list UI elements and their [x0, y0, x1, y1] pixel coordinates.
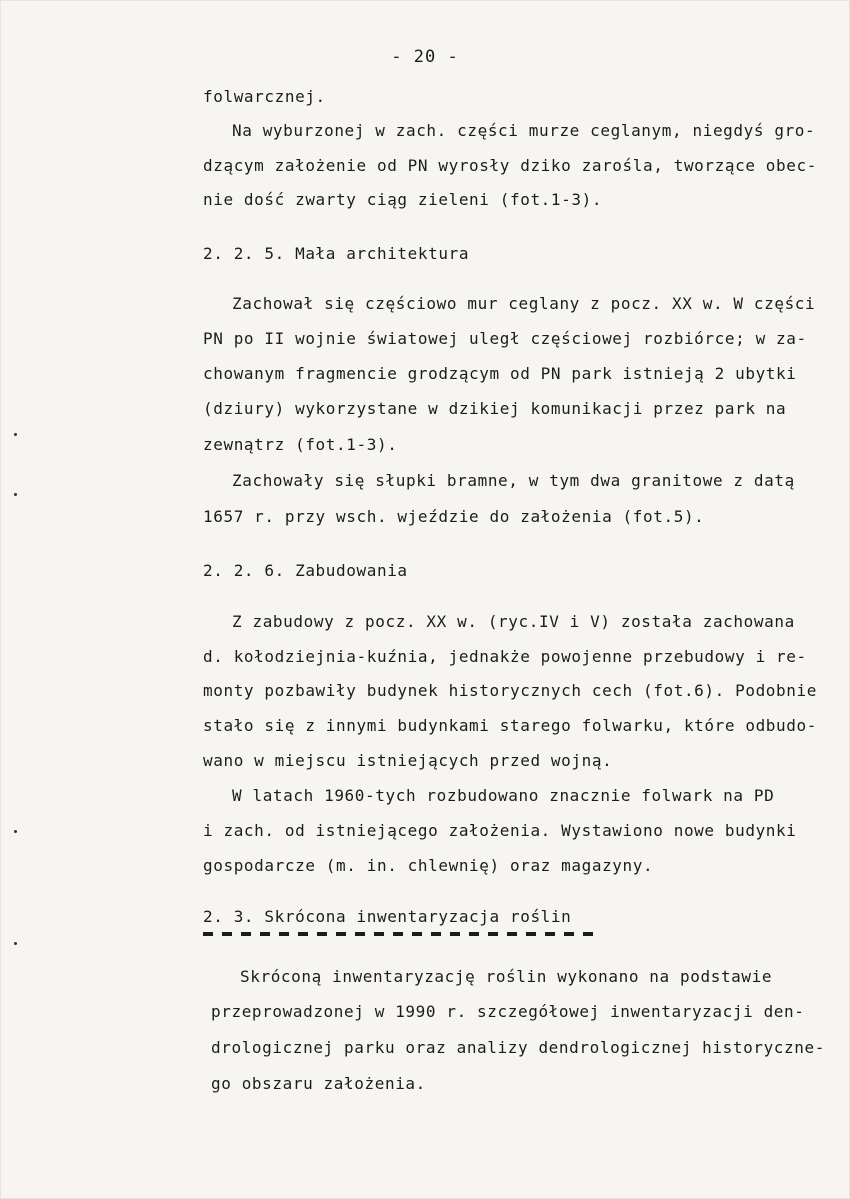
text-line: Skróconą inwentaryzację roślin wykonano na podstawie	[240, 967, 773, 986]
margin-mark	[14, 493, 17, 496]
text-line: nie dość zwarty ciąg zieleni (fot.1-3).	[203, 190, 603, 209]
text-line: drologicznej parku oraz analizy dendrologicznej historyczne-	[211, 1038, 825, 1057]
text-line: chowanym fragmencie grodzącym od PN park istnieją 2 ubytki	[203, 364, 797, 383]
page-number: - 20 -	[391, 47, 459, 67]
text-line: 1657 r. przy wsch. wjeździe do założenia (fot.5).	[203, 507, 705, 526]
text-line: Zachowały się słupki bramne, w tym dwa granitowe z datą	[232, 471, 795, 490]
section-heading-2-2-5: 2. 2. 5. Mała architektura	[203, 244, 470, 263]
text-line: go obszaru założenia.	[211, 1074, 426, 1093]
section-heading-2-2-6: 2. 2. 6. Zabudowania	[203, 561, 408, 580]
text-line: d. kołodziejnia-kuźnia, jednakże powojenne przebudowy i re-	[203, 647, 807, 666]
text-line: gospodarcze (m. in. chlewnię) oraz magazyny.	[203, 856, 654, 875]
text-line: wano w miejscu istniejących przed wojną.	[203, 751, 613, 770]
text-line: W latach 1960-tych rozbudowano znacznie folwark na PD	[232, 786, 775, 805]
text-line: Zachował się częściowo mur ceglany z pocz. XX w. W części	[232, 294, 816, 313]
text-line: Na wyburzonej w zach. części murze ceglanym, niegdyś gro-	[232, 121, 816, 140]
text-line: zewnątrz (fot.1-3).	[203, 435, 398, 454]
text-line: Z zabudowy z pocz. XX w. (ryc.IV i V) została zachowana	[232, 612, 795, 631]
text-line: stało się z innymi budynkami starego folwarku, które odbudo-	[203, 716, 817, 735]
text-line: folwarcznej.	[203, 87, 326, 106]
margin-mark	[14, 433, 17, 436]
text-line: dzącym założenie od PN wyrosły dziko zarośla, tworzące obec-	[203, 156, 817, 175]
margin-mark	[14, 830, 17, 833]
heading-dashed-underline	[203, 932, 595, 936]
text-line: (dziury) wykorzystane w dzikiej komunikacji przez park na	[203, 399, 787, 418]
text-line: przeprowadzonej w 1990 r. szczegółowej inwentaryzacji den-	[211, 1002, 805, 1021]
text-line: monty pozbawiły budynek historycznych cech (fot.6). Podobnie	[203, 681, 817, 700]
margin-mark	[14, 942, 17, 945]
text-line: i zach. od istniejącego założenia. Wystawiono nowe budynki	[203, 821, 797, 840]
section-heading-2-3: 2. 3. Skrócona inwentaryzacja roślin	[203, 907, 572, 926]
text-line: PN po II wojnie światowej uległ częściowej rozbiórce; w za-	[203, 329, 807, 348]
